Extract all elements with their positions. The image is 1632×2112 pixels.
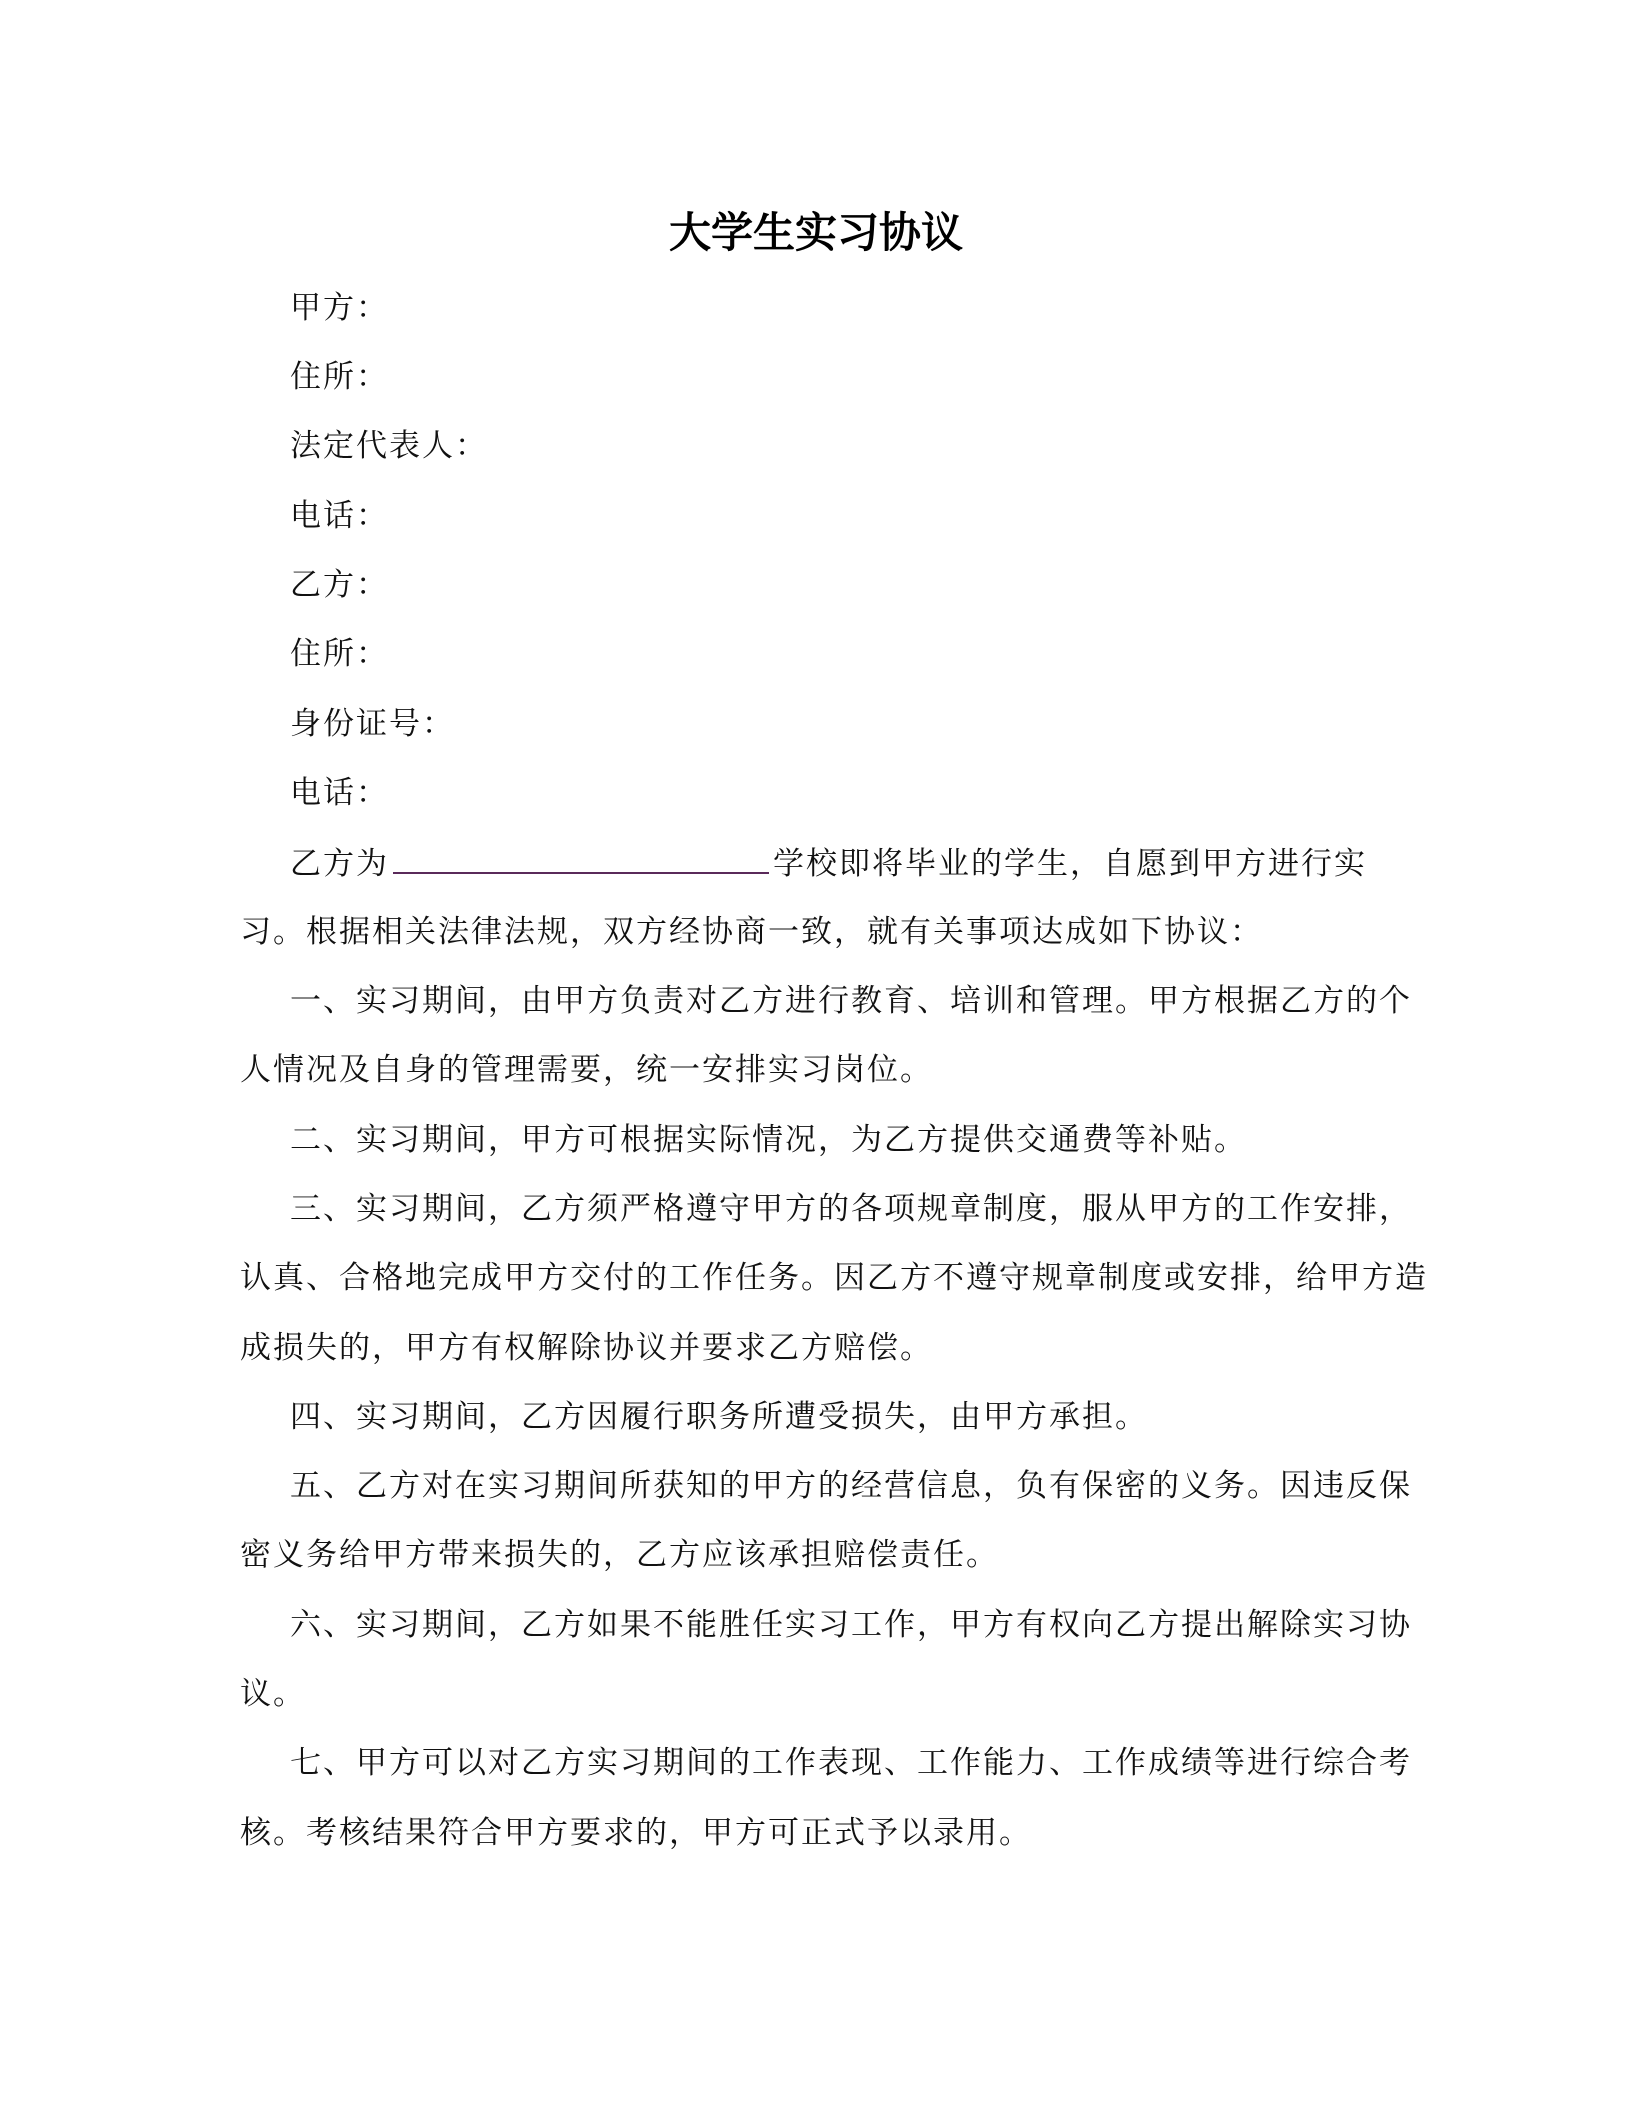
field-legal-representative: 法定代表人： [290, 428, 488, 464]
intro-line-2: 习。根据相关法律法规，双方经协商一致，就有关事项达成如下协议： [240, 914, 1263, 950]
field-party-b-phone: 电话： [290, 775, 389, 811]
clause-7-line-1: 七、甲方可以对乙方实习期间的工作表现、工作能力、工作成绩等进行综合考 [290, 1745, 1412, 1781]
field-party-a-phone: 电话： [290, 498, 389, 534]
document-title: 大学生实习协议 [668, 208, 963, 257]
clause-4-line-1: 四、实习期间，乙方因履行职务所遭受损失，由甲方承担。 [290, 1399, 1148, 1435]
school-name-blank[interactable] [393, 842, 769, 874]
intro-line-1 [290, 842, 1367, 884]
clause-5-line-1: 五、乙方对在实习期间所获知的甲方的经营信息，负有保密的义务。因违反保 [290, 1468, 1412, 1504]
field-party-b: 乙方： [290, 567, 389, 603]
clause-6-line-2: 议。 [240, 1676, 306, 1712]
clause-2-line-1: 二、实习期间，甲方可根据实际情况，为乙方提供交通费等补贴。 [290, 1122, 1247, 1158]
clause-3-line-1: 三、实习期间，乙方须严格遵守甲方的各项规章制度，服从甲方的工作安排， [290, 1191, 1412, 1227]
clause-7-line-2: 核。考核结果符合甲方要求的，甲方可正式予以录用。 [240, 1815, 1032, 1851]
intro-prefix: 乙方为 [290, 846, 389, 882]
clause-1-line-1: 一、实习期间，由甲方负责对乙方进行教育、培训和管理。甲方根据乙方的个 [290, 983, 1412, 1019]
field-id-number: 身份证号： [290, 706, 455, 742]
clause-5-line-2: 密义务给甲方带来损失的，乙方应该承担赔偿责任。 [240, 1537, 999, 1573]
field-party-a: 甲方： [290, 290, 389, 326]
intro-suffix: 学校即将毕业的学生，自愿到甲方进行实 [773, 846, 1367, 882]
clause-3-line-2: 认真、合格地完成甲方交付的工作任务。因乙方不遵守规章制度或安排，给甲方造 [240, 1260, 1428, 1296]
clause-3-line-3: 成损失的，甲方有权解除协议并要求乙方赔偿。 [240, 1330, 933, 1366]
field-party-b-address: 住所： [290, 636, 389, 672]
clause-6-line-1: 六、实习期间，乙方如果不能胜任实习工作，甲方有权向乙方提出解除实习协 [290, 1607, 1412, 1643]
field-party-a-address: 住所： [290, 359, 389, 395]
clause-1-line-2: 人情况及自身的管理需要，统一安排实习岗位。 [240, 1052, 933, 1088]
